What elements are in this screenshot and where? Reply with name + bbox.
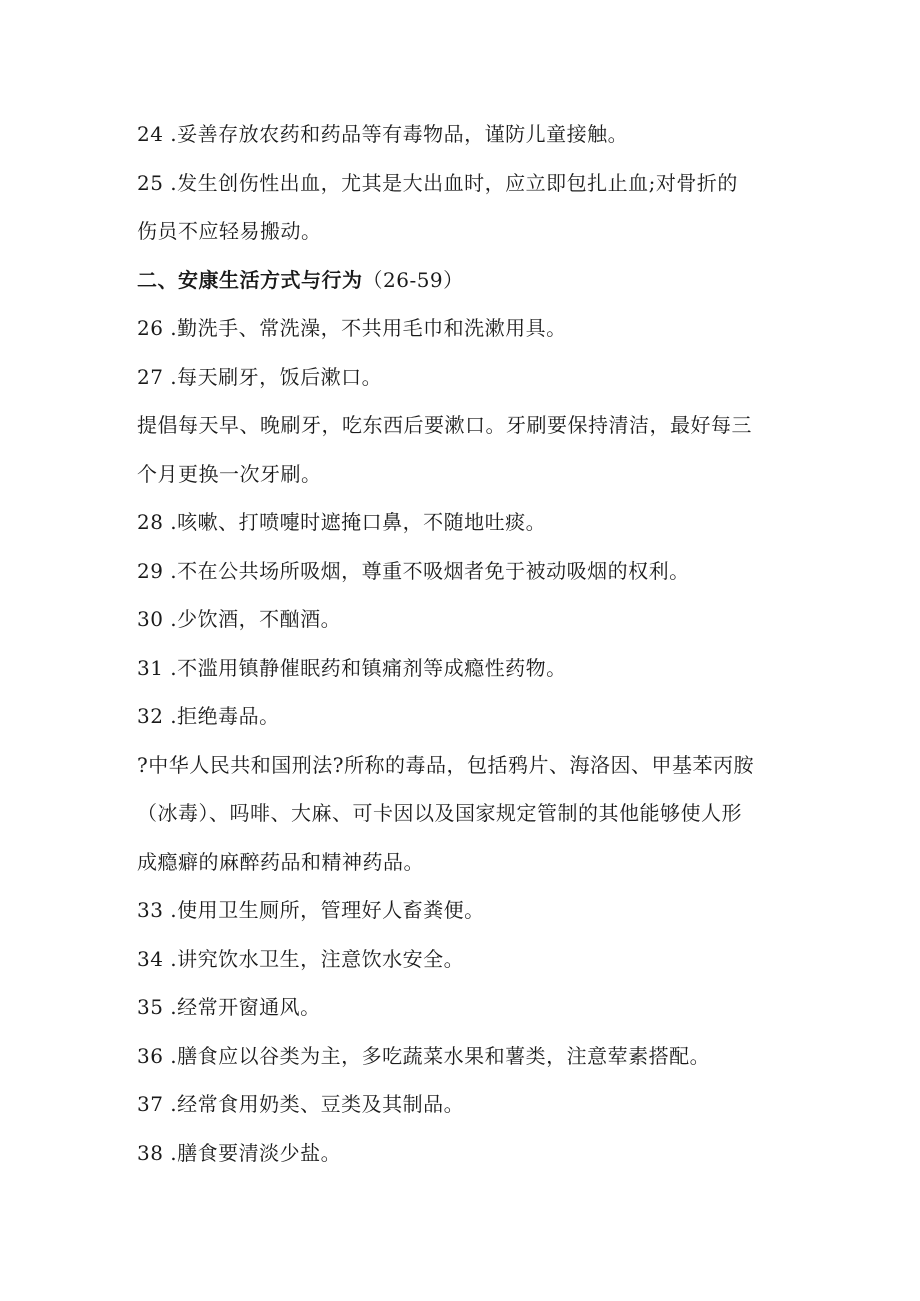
paragraph-item-37: 37 .经常食用奶类、豆类及其制品。 bbox=[137, 1092, 465, 1116]
paragraph-item-35: 35 .经常开窗通风。 bbox=[137, 995, 321, 1019]
paragraph-item-25: 25 .发生创伤性出血，尤其是大出血时，应立即包扎止血;对骨折的 bbox=[137, 170, 738, 195]
document-body bbox=[137, 110, 787, 1177]
paragraph-explanation-32-continued: （冰毒）、吗啡、大麻、可卡因以及国家规定管制的其他能够使人形 bbox=[137, 801, 742, 825]
section-heading-range: （26-59） bbox=[362, 267, 464, 292]
paragraph-explanation-32-end: 成瘾癖的麻醉药品和精神药品。 bbox=[137, 849, 424, 874]
paragraph-explanation-27: 提倡每天早、晚刷牙，吃东西后要漱口。牙刷要保持清洁，最好每三 bbox=[137, 413, 752, 437]
paragraph-item-36: 36 .膳食应以谷类为主，多吃蔬菜水果和薯类，注意荤素搭配。 bbox=[137, 1043, 711, 1068]
paragraph-item-38: 38 .膳食要清淡少盐。 bbox=[137, 1140, 342, 1165]
paragraph-item-29: 29 .不在公共场所吸烟，尊重不吸烟者免于被动吸烟的权利。 bbox=[137, 558, 690, 583]
section-heading bbox=[137, 256, 787, 305]
paragraph-item-25-continued: 伤员不应轻易搬动。 bbox=[137, 219, 322, 243]
paragraph-explanation-32: ?中华人民共和国刑法?所称的毒品，包括鸦片、海洛因、甲基苯丙胺 bbox=[137, 752, 754, 777]
paragraph-item-28: 28 .咳嗽、打喷嚏时遮掩口鼻，不随地吐痰。 bbox=[137, 510, 547, 534]
paragraph-item-24: 24 .妥善存放农药和药品等有毒物品，谨防儿童接触。 bbox=[137, 122, 629, 146]
paragraph-explanation-27-continued: 个月更换一次牙刷。 bbox=[137, 461, 322, 486]
paragraph-item-34: 34 .讲究饮水卫生，注意饮水安全。 bbox=[137, 946, 465, 971]
paragraph-item-27: 27 .每天刷牙，饭后漱口。 bbox=[137, 364, 383, 389]
paragraph-item-32: 32 .拒绝毒品。 bbox=[137, 704, 280, 728]
paragraph-item-33: 33 .使用卫生厕所，管理好人畜粪便。 bbox=[137, 898, 485, 922]
paragraph-item-31: 31 .不滥用镇静催眠药和镇痛剂等成瘾性药物。 bbox=[137, 655, 567, 680]
paragraph-item-26: 26 .勤洗手、常洗澡，不共用毛巾和洗漱用具。 bbox=[137, 316, 567, 340]
section-heading-title: 二、安康生活方式与行为 bbox=[137, 267, 363, 292]
paragraph-item-30: 30 .少饮酒，不酗酒。 bbox=[137, 607, 342, 631]
